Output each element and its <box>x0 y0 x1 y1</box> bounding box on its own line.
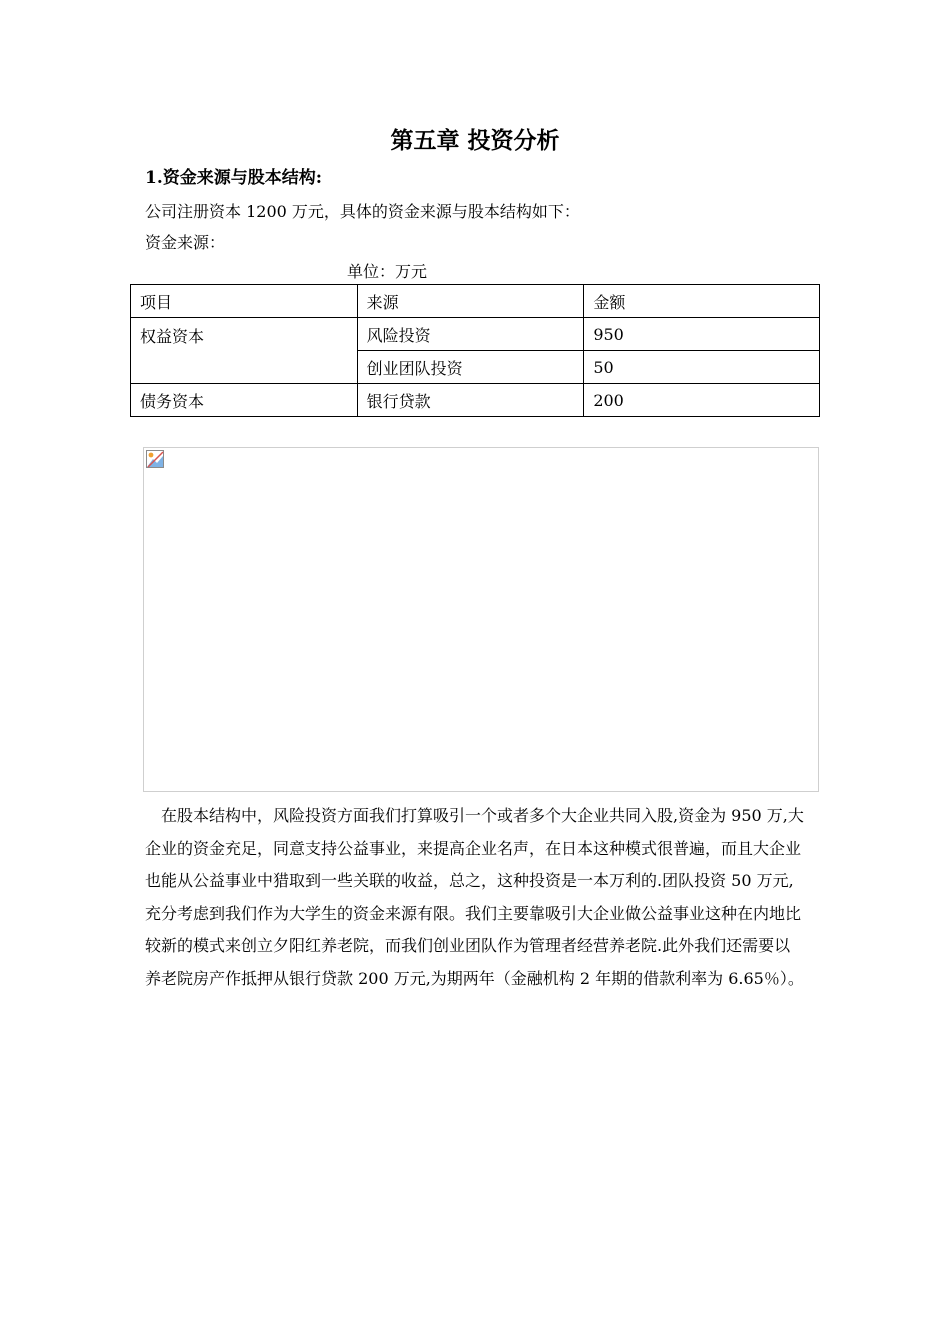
chapter-title: 第五章 投资分析 <box>390 127 560 154</box>
intro-text: 公司注册资本 1200 万元，具体的资金来源与股本结构如下： <box>145 202 580 221</box>
header-cell-source: 来源 <box>357 285 584 318</box>
unit-label: 单位：万元 <box>347 262 428 281</box>
cell-item: 权益资本 <box>131 318 358 384</box>
body-paragraph: 在股本结构中，风险投资方面我们打算吸引一个或者多个大企业共同入股,资金为 950 万,大企业的资金充足，同意支持公益事业，来提高企业名声，在日本这种模式很普遍，而且大企业也能从公益事业中猎取到一些关联的收益，总之，这种投资是一本万利的.团队投资 50 万元,充分考虑到我们作为大学生的资金来源有限。我们主要靠吸引大企业做公益事业这种在内地比较新的模式来创立夕阳红养老院，而我们创业团队作为管理者经营养老院.此外我们还需要以养老院房产作抵押从银行贷款 200 万元,为期两年（金融机构 2 年期的借款利率为 6.65％）。 <box>145 806 804 988</box>
funding-source-label: 资金来源： <box>145 233 226 252</box>
cell-source: 创业团队投资 <box>357 351 584 384</box>
table-row <box>131 384 820 417</box>
table-header-row <box>131 285 820 318</box>
cell-amount: 50 <box>584 351 820 384</box>
cell-amount: 200 <box>584 384 820 417</box>
funding-table <box>130 284 820 417</box>
cell-source: 风险投资 <box>357 318 584 351</box>
broken-image-icon <box>146 450 164 468</box>
cell-amount: 950 <box>584 318 820 351</box>
header-cell-item: 项目 <box>131 285 358 318</box>
header-cell-amount: 金额 <box>584 285 820 318</box>
section-heading: 1.资金来源与股本结构: <box>145 168 323 188</box>
image-placeholder <box>143 447 819 792</box>
cell-source: 银行贷款 <box>357 384 584 417</box>
cell-item: 债务资本 <box>131 384 358 417</box>
table-row <box>131 318 820 351</box>
